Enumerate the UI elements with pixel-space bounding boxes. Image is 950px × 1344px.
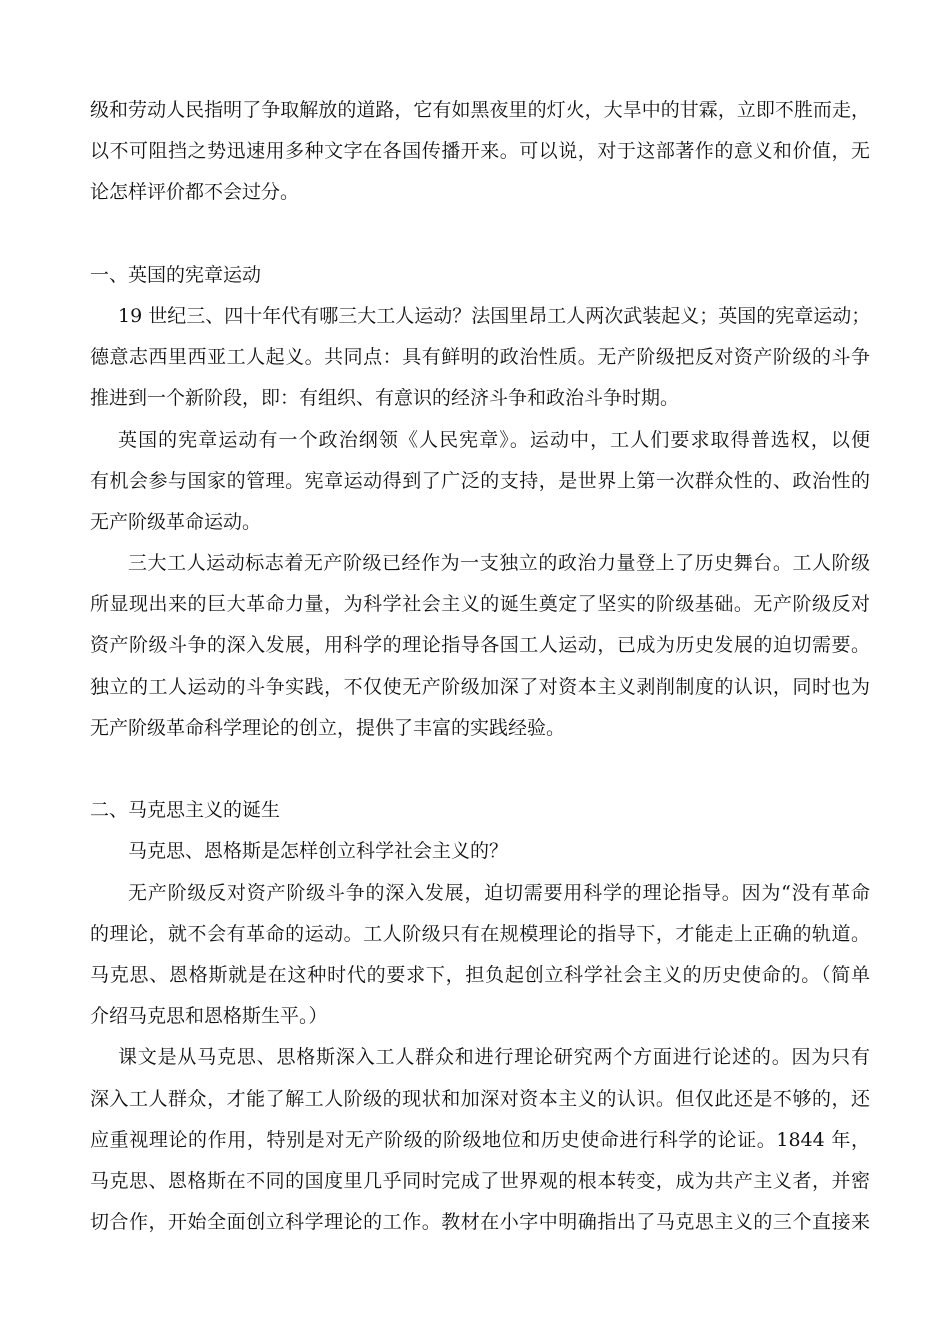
text-line: 介绍马克思和恩格斯生平。） xyxy=(90,1005,328,1028)
paragraph-continuation xyxy=(90,90,870,214)
text-line: 资产阶级斗争的深入发展，用科学的理论指导各国工人运动，已成为历史发展的迫切需要。 xyxy=(90,634,870,657)
text-line: 深入工人群众，才能了解工人阶级的现状和加深对资本主义的认识。但仅此还是不够的，还 xyxy=(90,1087,870,1110)
text-line: 无产阶级革命科学理论的创立，提供了丰富的实践经验。 xyxy=(90,716,566,739)
text-line: 德意志西里西亚工人起义。共同点：具有鲜明的政治性质。无产阶级把反对资产阶级的斗争 xyxy=(90,346,870,369)
text-line: 的理论，就不会有革命的运动。工人阶级只有在规模理论的指导下，才能走上正确的轨道。 xyxy=(90,922,870,945)
text-line: 级和劳动人民指明了争取解放的道路，它有如黑夜里的灯火，大旱中的甘霖，立即不胜而走， xyxy=(90,99,870,121)
section-heading-chartism: 一、英国的宪章运动 xyxy=(90,263,262,286)
text-line: 马克思、恩格斯是怎样创立科学社会主义的？ xyxy=(128,840,509,863)
text-line: 马克思、恩格斯在不同的国度里几乎同时完成了世界观的根本转变，成为共产主义者，并密 xyxy=(90,1169,870,1192)
text-line: 无产阶级革命运动。 xyxy=(90,510,262,533)
paragraph-historical-stage xyxy=(90,543,870,749)
text-line: 应重视理论的作用，特别是对无产阶级的阶级地位和历史使命进行科学的论证。1844 年， xyxy=(90,1128,870,1151)
blank-line xyxy=(90,214,870,255)
paragraph-peoples-charter xyxy=(90,420,870,544)
text-line: 19 世纪三、四十年代有哪三大工人运动？法国里昂工人两次武装起义；英国的宪章运动； xyxy=(118,304,870,327)
paragraph-theory-guidance xyxy=(90,873,870,1038)
text-line: 课文是从马克思、思格斯深入工人群众和进行理论研究两个方面进行论述的。因为只有 xyxy=(118,1046,870,1069)
text-line: 以不可阻挡之势迅速用多种文字在各国传播开来。可以说，对于这部著作的意义和价值，无 xyxy=(90,140,870,163)
text-line: 有机会参与国家的管理。宪章运动得到了广泛的支持，是世界上第一次群众性的、政治性的 xyxy=(90,469,870,492)
text-line: 推进到一个新阶段，即：有组织、有意识的经济斗争和政治斗争时期。 xyxy=(90,387,680,410)
paragraph-textbook xyxy=(90,1037,870,1243)
text-line: 无产阶级反对资产阶级斗争的深入发展，迫切需要用科学的理论指导。因为“没有革命 xyxy=(128,881,870,904)
text-line: 马克思、恩格斯就是在这种时代的要求下，担负起创立科学社会主义的历史使命的。（简单 xyxy=(90,963,870,986)
text-line: 切合作，开始全面创立科学理论的工作。教材在小字中明确指出了马克思主义的三个直接来 xyxy=(90,1211,870,1234)
paragraph-three-movements xyxy=(90,296,870,420)
blank-line xyxy=(90,749,870,790)
text-line: 独立的工人运动的斗争实践，不仅使无产阶级加深了对资本主义剥削制度的认识，同时也为 xyxy=(90,675,870,698)
text-line: 论怎样评价都不会过分。 xyxy=(90,181,300,204)
paragraph-question xyxy=(90,831,870,872)
text-line: 三大工人运动标志着无产阶级已经作为一支独立的政治力量登上了历史舞台。工人阶级 xyxy=(128,552,870,575)
document-page xyxy=(90,90,870,1243)
section-heading-marxism: 二、马克思主义的诞生 xyxy=(90,799,281,822)
text-line: 英国的宪章运动有一个政治纲领《人民宪章》。运动中，工人们要求取得普选权，以便 xyxy=(118,428,870,451)
text-line: 所显现出来的巨大革命力量，为科学社会主义的诞生奠定了坚实的阶级基础。无产阶级反对 xyxy=(90,593,870,616)
